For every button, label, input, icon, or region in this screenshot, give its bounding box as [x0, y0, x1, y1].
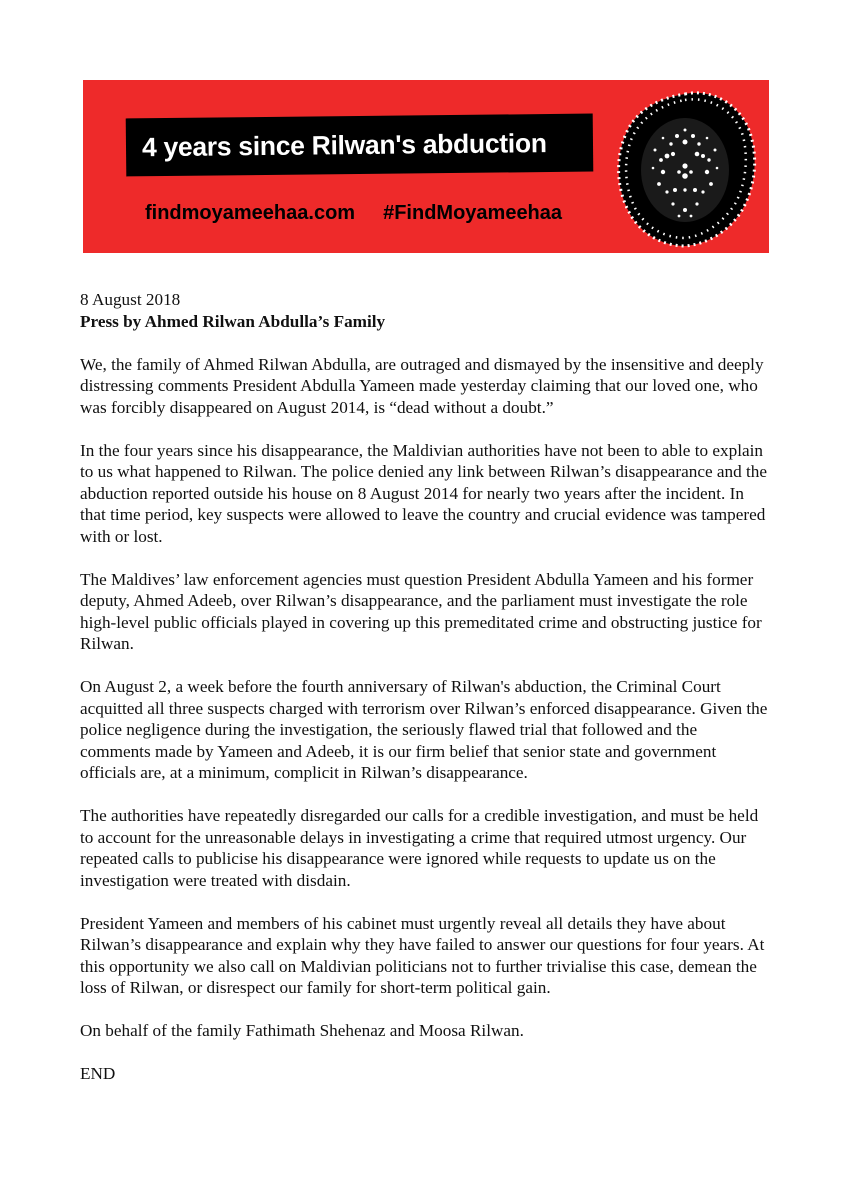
paragraph: We, the family of Ahmed Rilwan Abdulla, are outraged and dismayed by the insensitive and deeply distressing comments President Abdulla Yameen made yesterday claiming that our loved one, who was forcibly disappeared on August 2014, is “dead without a doubt.” — [80, 354, 764, 417]
paragraph: President Yameen and members of his cabinet must urgently reveal all details they have about Rilwan’s disappearance and explain why they have failed to answer our questions for four years. At this opportunity we also call on Maldivian politicians not to further trivialise this case, demean the loss of Rilwan, or disrespect our family for short-term political gain. — [80, 913, 765, 997]
paragraph: The Maldives’ law enforcement agencies must question President Abdulla Yameen and his former deputy, Ahmed Adeeb, over Rilwan’s disappearance, and the parliament must investigate the role high-level public officials played in covering up this premeditated crime and obstructing justice for Rilwan. — [80, 569, 762, 653]
portrait-face — [641, 118, 729, 222]
release-heading: Press by Ahmed Rilwan Abdulla’s Family — [80, 311, 386, 331]
release-date: 8 August 2018 — [80, 290, 181, 309]
paragraph: The authorities have repeatedly disregarded our calls for a credible investigation, and must be held to account for the unreasonable delays in investigating a crime that required utmost urgency. Our repeated calls to publicise his disappearance were ignored while requests to update us on the investigation were treated with disdain. — [80, 806, 759, 890]
press-release — [80, 289, 770, 1106]
banner-title-bar — [126, 114, 594, 177]
campaign-banner — [83, 80, 769, 253]
banner-hashtag: #FindMoyameehaa — [383, 202, 563, 224]
paragraph: On August 2, a week before the fourth anniversary of Rilwan's abduction, the Criminal Court acquitted all three suspects charged with terrorism over Rilwan’s enforced disappearance. Given the police negligence during the investigation, the seriously flawed trial that followed and the comments made by Yameen and Adeeb, it is our firm belief that senior state and government officials are, at a minimum, complicit in Rilwan’s disappearance. — [80, 677, 768, 782]
paragraph: In the four years since his disappearance, the Maldivian authorities have not been to able to explain to us what happened to Rilwan. The police denied any link between Rilwan’s disappearance and the abduction reported outside his house on 8 August 2014 for nearly two years after the incident. In that time period, key suspects were allowed to leave the country and crucial evidence was tampered with or lost. — [80, 440, 767, 546]
end-marker: END — [80, 1064, 116, 1083]
banner-website: findmoyameehaa.com — [145, 202, 356, 224]
banner-headline: 4 years since Rilwan's abduction — [141, 127, 547, 162]
banner-links — [145, 202, 562, 225]
signature-line: On behalf of the family Fathimath Shehenaz and Moosa Rilwan. — [80, 1021, 524, 1040]
rilwan-portrait-image — [601, 80, 769, 253]
